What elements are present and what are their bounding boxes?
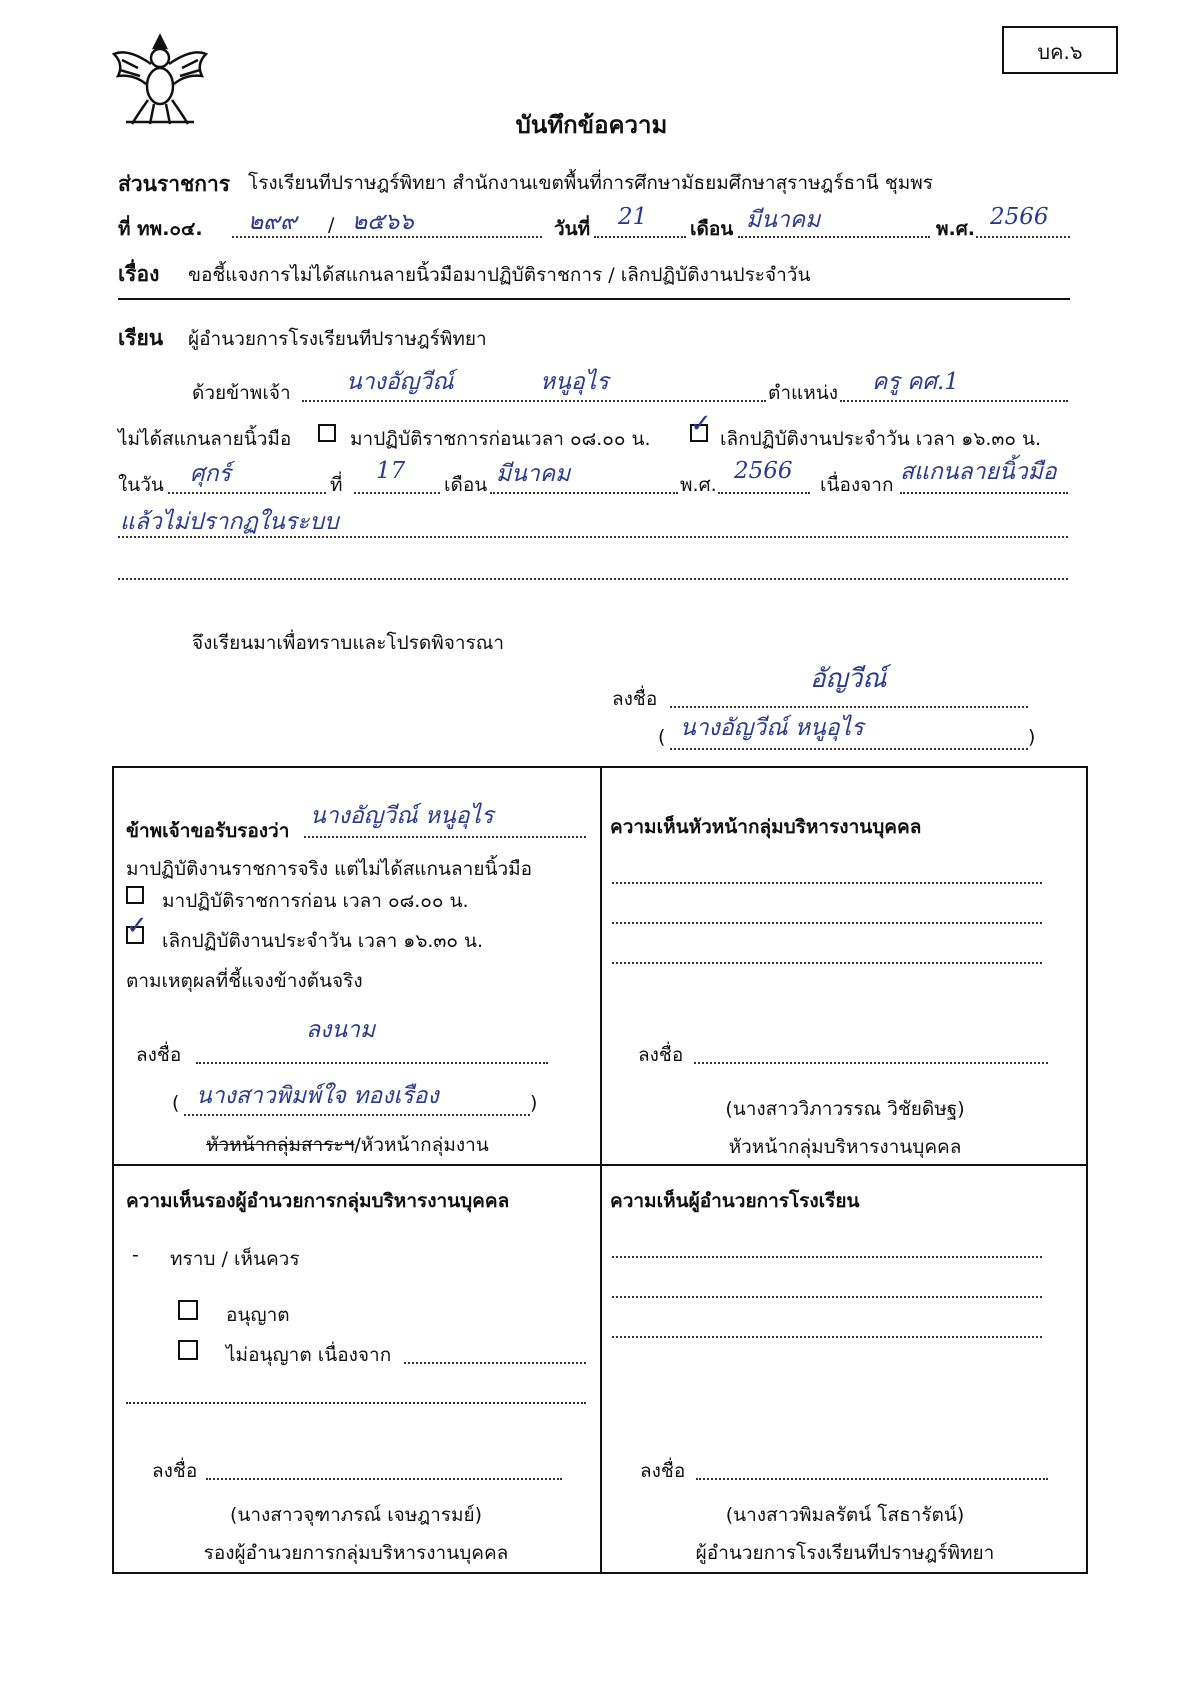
applicant-sign-label: ลงชื่อ: [612, 688, 658, 710]
box3-sign-label: ลงชื่อ: [152, 1460, 198, 1482]
box4-sign-label: ลงชื่อ: [640, 1460, 686, 1482]
agency-value: โรงเรียนทีปราษฎร์พิทยา สำนักงานเขตพื้นที่การศึกษามัธยมศึกษาสุราษฎร์ธานี ชุมพร: [248, 172, 933, 194]
box4-name: (นางสาวพิมลรัตน์ โสธารัตน์): [725, 1504, 965, 1526]
applicant-name-line: [670, 748, 1028, 750]
box2-title: ความเห็นหัวหน้ากลุ่มบริหารงานบุคคล: [610, 816, 922, 838]
deny-label: ไม่อนุญาต เนื่องจาก: [226, 1344, 392, 1366]
body-year-value: 2566: [734, 458, 793, 484]
month-label: เดือน: [690, 218, 734, 240]
date-day: 21: [618, 204, 648, 230]
name-line: [302, 400, 766, 402]
no-label: ที่: [330, 474, 343, 496]
box2-line-1: [612, 882, 1042, 884]
box1-role-struck: หัวหน้ากลุ่มสาระฯ: [206, 1134, 355, 1156]
cert-name-line: [304, 836, 586, 838]
doc-no-label: ที่ ทพ.๐๔.: [118, 218, 203, 240]
form-code: บค.๖: [1037, 40, 1083, 64]
on-day-value: ศุกร์: [190, 461, 231, 487]
year-label: พ.ศ.: [936, 218, 976, 240]
box3-name: (นางสาวจุฑาภรณ์ เจษฎารมย์): [229, 1504, 483, 1526]
approve-checkbox[interactable]: [178, 1300, 198, 1320]
opt-in-label: มาปฏิบัติราชการก่อนเวลา ๐๘.๐๐ น.: [350, 428, 651, 450]
box4-line-3: [612, 1336, 1042, 1338]
box1-check-mark-icon: ✓: [126, 911, 148, 941]
box1-opt-out: เลิกปฏิบัติงานประจำวัน เวลา ๑๖.๓๐ น.: [162, 930, 484, 952]
deny-checkbox[interactable]: [178, 1340, 198, 1360]
box1-sign-line: [196, 1062, 548, 1064]
position-value: ครู คศ.1: [872, 369, 959, 395]
applicant-sign-line: [670, 706, 1028, 708]
box4-line-2: [612, 1296, 1042, 1298]
on-day-line: [168, 492, 326, 494]
box1-paren-close: ): [530, 1092, 538, 1114]
doc-year-value: ๒๕๖๖: [352, 209, 414, 235]
intro-text: ด้วยข้าพเจ้า: [192, 382, 291, 404]
position-label: ตำแหน่ง: [768, 382, 839, 404]
applicant-paren-close: ): [1028, 726, 1036, 748]
box2-role: หัวหน้ากลุ่มบริหารงานบุคคล: [728, 1136, 962, 1158]
box1-role-rest: /หัวหน้ากลุ่มงาน: [354, 1134, 489, 1156]
box4-line-1: [612, 1256, 1042, 1258]
box1-checkbox-in[interactable]: [126, 886, 144, 904]
check-mark-icon: ✓: [690, 409, 712, 439]
box1-paren-open: (: [172, 1092, 180, 1114]
box4-role: ผู้อำนวยการโรงเรียนทีปราษฎร์พิทยา: [695, 1542, 995, 1564]
date-year: 2566: [990, 204, 1049, 230]
box3-dash: -: [132, 1244, 139, 1266]
date-month: มีนาคม: [746, 207, 821, 233]
no-line: [354, 492, 440, 494]
box1-signature: ลงนาม: [306, 1017, 376, 1043]
to-value: ผู้อำนวยการโรงเรียนทีปราษฎร์พิทยา: [188, 328, 487, 350]
opt-out-label: เลิกปฏิบัติงานประจำวัน เวลา ๑๖.๓๐ น.: [720, 428, 1042, 450]
reason-line-2-value: แล้วไม่ปรากฏในระบบ: [120, 509, 339, 535]
box1-name: นางสาวพิมพ์ใจ ทองเรือง: [196, 1083, 439, 1109]
because-label: เนื่องจาก: [820, 474, 894, 496]
box1-sign-label: ลงชื่อ: [136, 1044, 182, 1066]
header-divider: [118, 298, 1070, 300]
body-month-line: [490, 492, 678, 494]
box2-sign-line: [694, 1062, 1048, 1064]
name-first: นางอัญวีณ์: [346, 369, 454, 395]
applicant-name: นางอัญวีณ์ หนูอุไร: [680, 715, 864, 741]
box4-sign-line: [696, 1478, 1048, 1480]
cert-line-5: ตามเหตุผลที่ชี้แจงข้างต้นจริง: [126, 970, 363, 992]
box3-sign-line: [206, 1478, 562, 1480]
box3-title: ความเห็นรองผู้อำนวยการกลุ่มบริหารงานบุคคล: [126, 1190, 510, 1212]
reason-line-3: [118, 578, 1068, 580]
memo-title: บันทึกข้อความ: [515, 111, 668, 139]
position-line: [840, 400, 1068, 402]
box3-ack: ทราบ / เห็นควร: [170, 1248, 300, 1270]
body-month-label: เดือน: [444, 474, 488, 496]
box3-line-2: [126, 1402, 586, 1404]
agency-label: ส่วนราชการ: [118, 172, 231, 196]
doc-no-sep: /: [328, 214, 335, 236]
body-month-value: มีนาคม: [496, 461, 571, 487]
to-label: เรียน: [118, 326, 164, 350]
cert-label: ข้าพเจ้าขอรับรองว่า: [126, 820, 290, 842]
doc-no-value: ๒๙๙: [248, 209, 297, 235]
checkbox-in[interactable]: [318, 424, 336, 442]
box2-line-2: [612, 922, 1042, 924]
because-value: สแกนลายนิ้วมือ: [900, 459, 1057, 485]
body-year-label: พ.ศ.: [680, 474, 717, 496]
box1-role: [206, 1130, 489, 1160]
body-year-line: [718, 492, 810, 494]
subject-label: เรื่อง: [118, 262, 160, 286]
subject-value: ขอชี้แจงการไม่ได้สแกนลายนิ้วมือมาปฏิบัติราชการ / เลิกปฏิบัติงานประจำวัน: [188, 264, 811, 286]
applicant-paren-open: (: [658, 726, 666, 748]
date-year-line: [976, 236, 1070, 238]
approve-label: อนุญาต: [226, 1304, 290, 1326]
box4-title: ความเห็นผู้อำนวยการโรงเรียน: [610, 1190, 860, 1212]
on-day-label: ในวัน: [118, 474, 164, 496]
box2-sign-label: ลงชื่อ: [638, 1044, 684, 1066]
name-last: หนูอุไร: [540, 369, 609, 395]
date-day-line: [594, 236, 686, 238]
because-line: [900, 492, 1068, 494]
box2-line-3: [612, 962, 1042, 964]
applicant-signature: อัญวีณ์: [810, 664, 887, 694]
date-label: วันที่: [554, 218, 591, 240]
cert-name: นางอัญวีณ์ หนูอุไร: [310, 803, 494, 829]
box1-name-line: [184, 1114, 530, 1116]
box3-role: รองผู้อำนวยการกลุ่มบริหารงานบุคคล: [203, 1542, 509, 1564]
cert-line-2: มาปฏิบัติงานราชการจริง แต่ไม่ได้สแกนลายนิ้วมือ: [126, 858, 533, 880]
grid-vertical-divider: [600, 766, 602, 1574]
box1-opt-in: มาปฏิบัติราชการก่อน เวลา ๐๘.๐๐ น.: [162, 890, 469, 912]
no-value: 17: [376, 458, 406, 484]
closing-text: จึงเรียนมาเพื่อทราบและโปรดพิจารณา: [192, 632, 505, 654]
grid-horizontal-divider: [112, 1164, 1088, 1166]
not-scan-label: ไม่ได้สแกนลายนิ้วมือ: [118, 428, 292, 450]
box2-name: (นางสาววิภาวรรณ วิชัยดิษฐ): [725, 1098, 965, 1120]
deny-reason-line: [404, 1362, 586, 1364]
